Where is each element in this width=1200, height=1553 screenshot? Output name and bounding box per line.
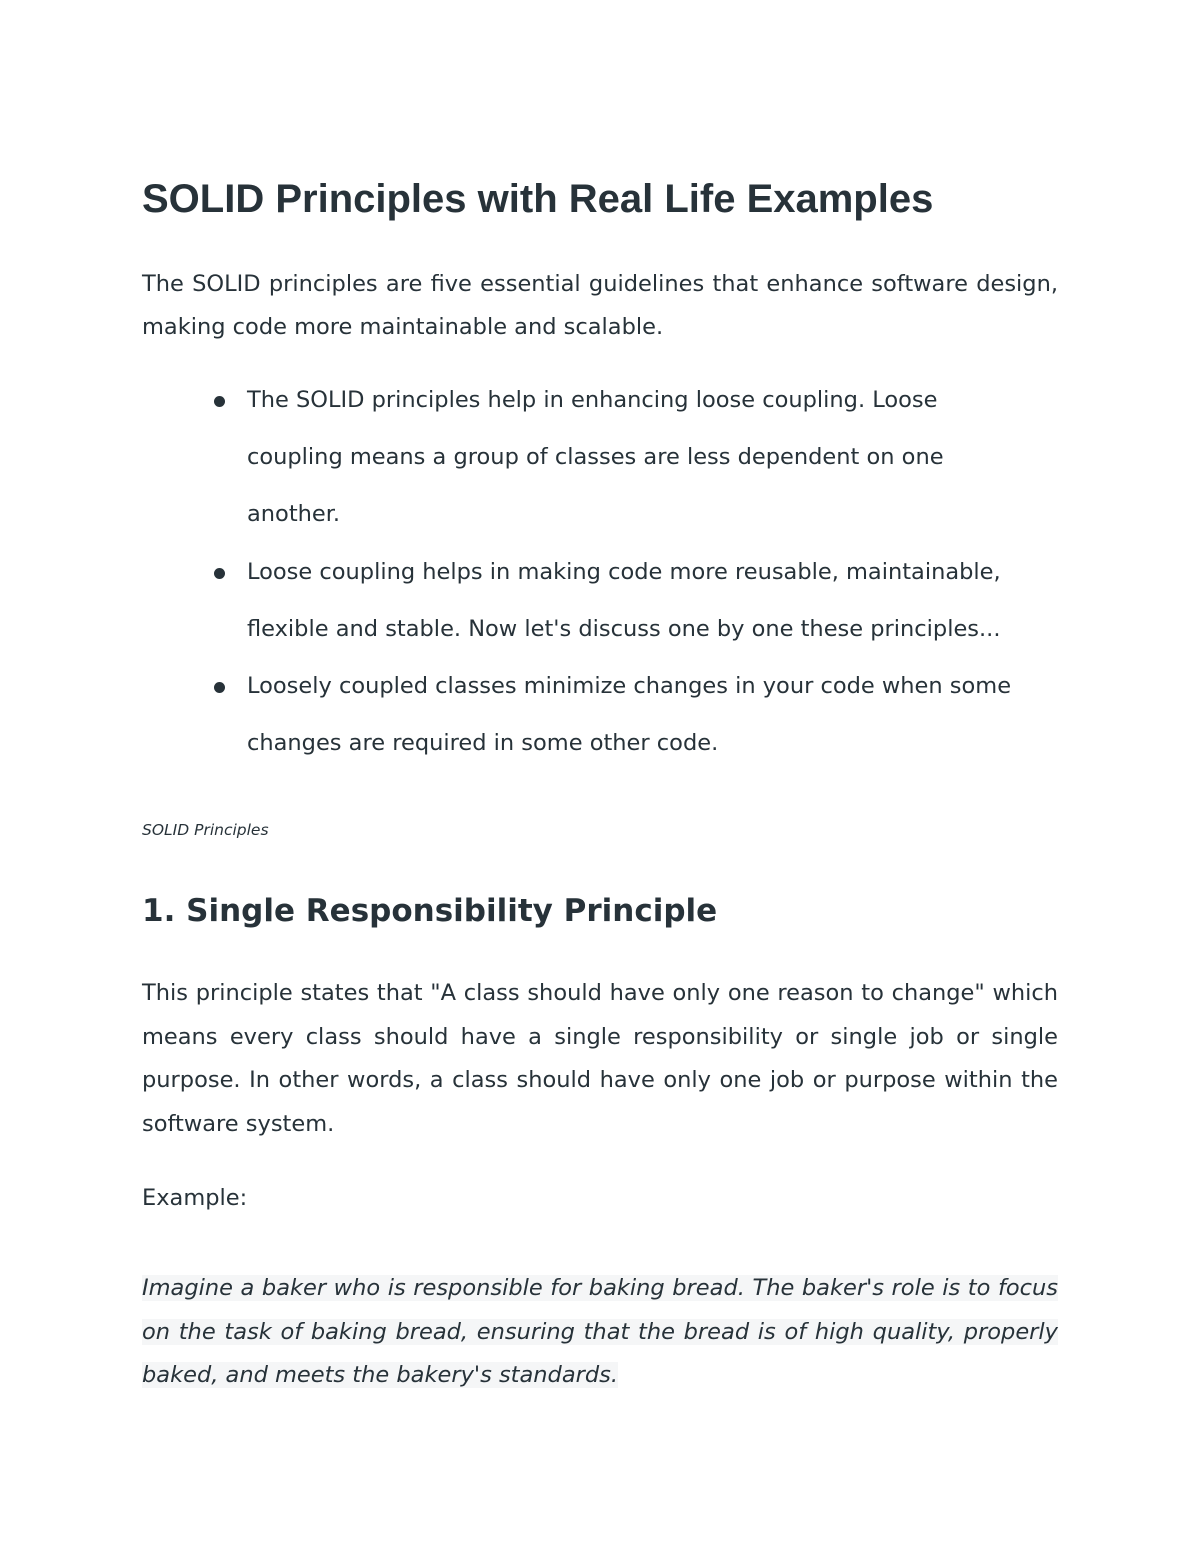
- example-label: Example:: [142, 1185, 248, 1211]
- bullet-dot-icon: [214, 568, 225, 579]
- bullet-text: Loose coupling helps in making code more reusable, maintainable, flexible and stable. Now let's discuss one by one these principles...: [247, 558, 1001, 642]
- section-paragraph: This principle states that "A class should have only one reason to change" which means every class should have a single responsibility or single job or single purpose. In other words, a class should have only one job or purpose within the software system.: [142, 980, 1058, 1137]
- bullet-text: The SOLID principles help in enhancing loose coupling. Loose coupling means a group of classes are less dependent on one another.: [247, 387, 944, 528]
- bullet-item: [214, 372, 1034, 544]
- intro-paragraph: The SOLID principles are five essential guidelines that enhance software design, making code more maintainable and scalable.: [142, 271, 1058, 340]
- example-quote-text: Imagine a baker who is responsible for baking bread. The baker's role is to focus on the task of baking bread, ensuring that the bread is of high quality, properly baked, and meets the bakery's standards.: [142, 1275, 1058, 1388]
- bullet-list: [214, 372, 1034, 772]
- document-title: SOLID Principles with Real Life Examples: [142, 177, 934, 221]
- image-caption: SOLID Principles: [142, 821, 269, 839]
- section-heading: 1. Single Responsibility Principle: [142, 893, 718, 929]
- bullet-text: Loosely coupled classes minimize changes in your code when some changes are required in some other code.: [247, 673, 1012, 757]
- bullet-dot-icon: [214, 396, 225, 407]
- bullet-dot-icon: [214, 682, 225, 693]
- example-quote: [142, 1267, 1058, 1398]
- bullet-item: [214, 658, 1034, 772]
- bullet-item: [214, 544, 1034, 658]
